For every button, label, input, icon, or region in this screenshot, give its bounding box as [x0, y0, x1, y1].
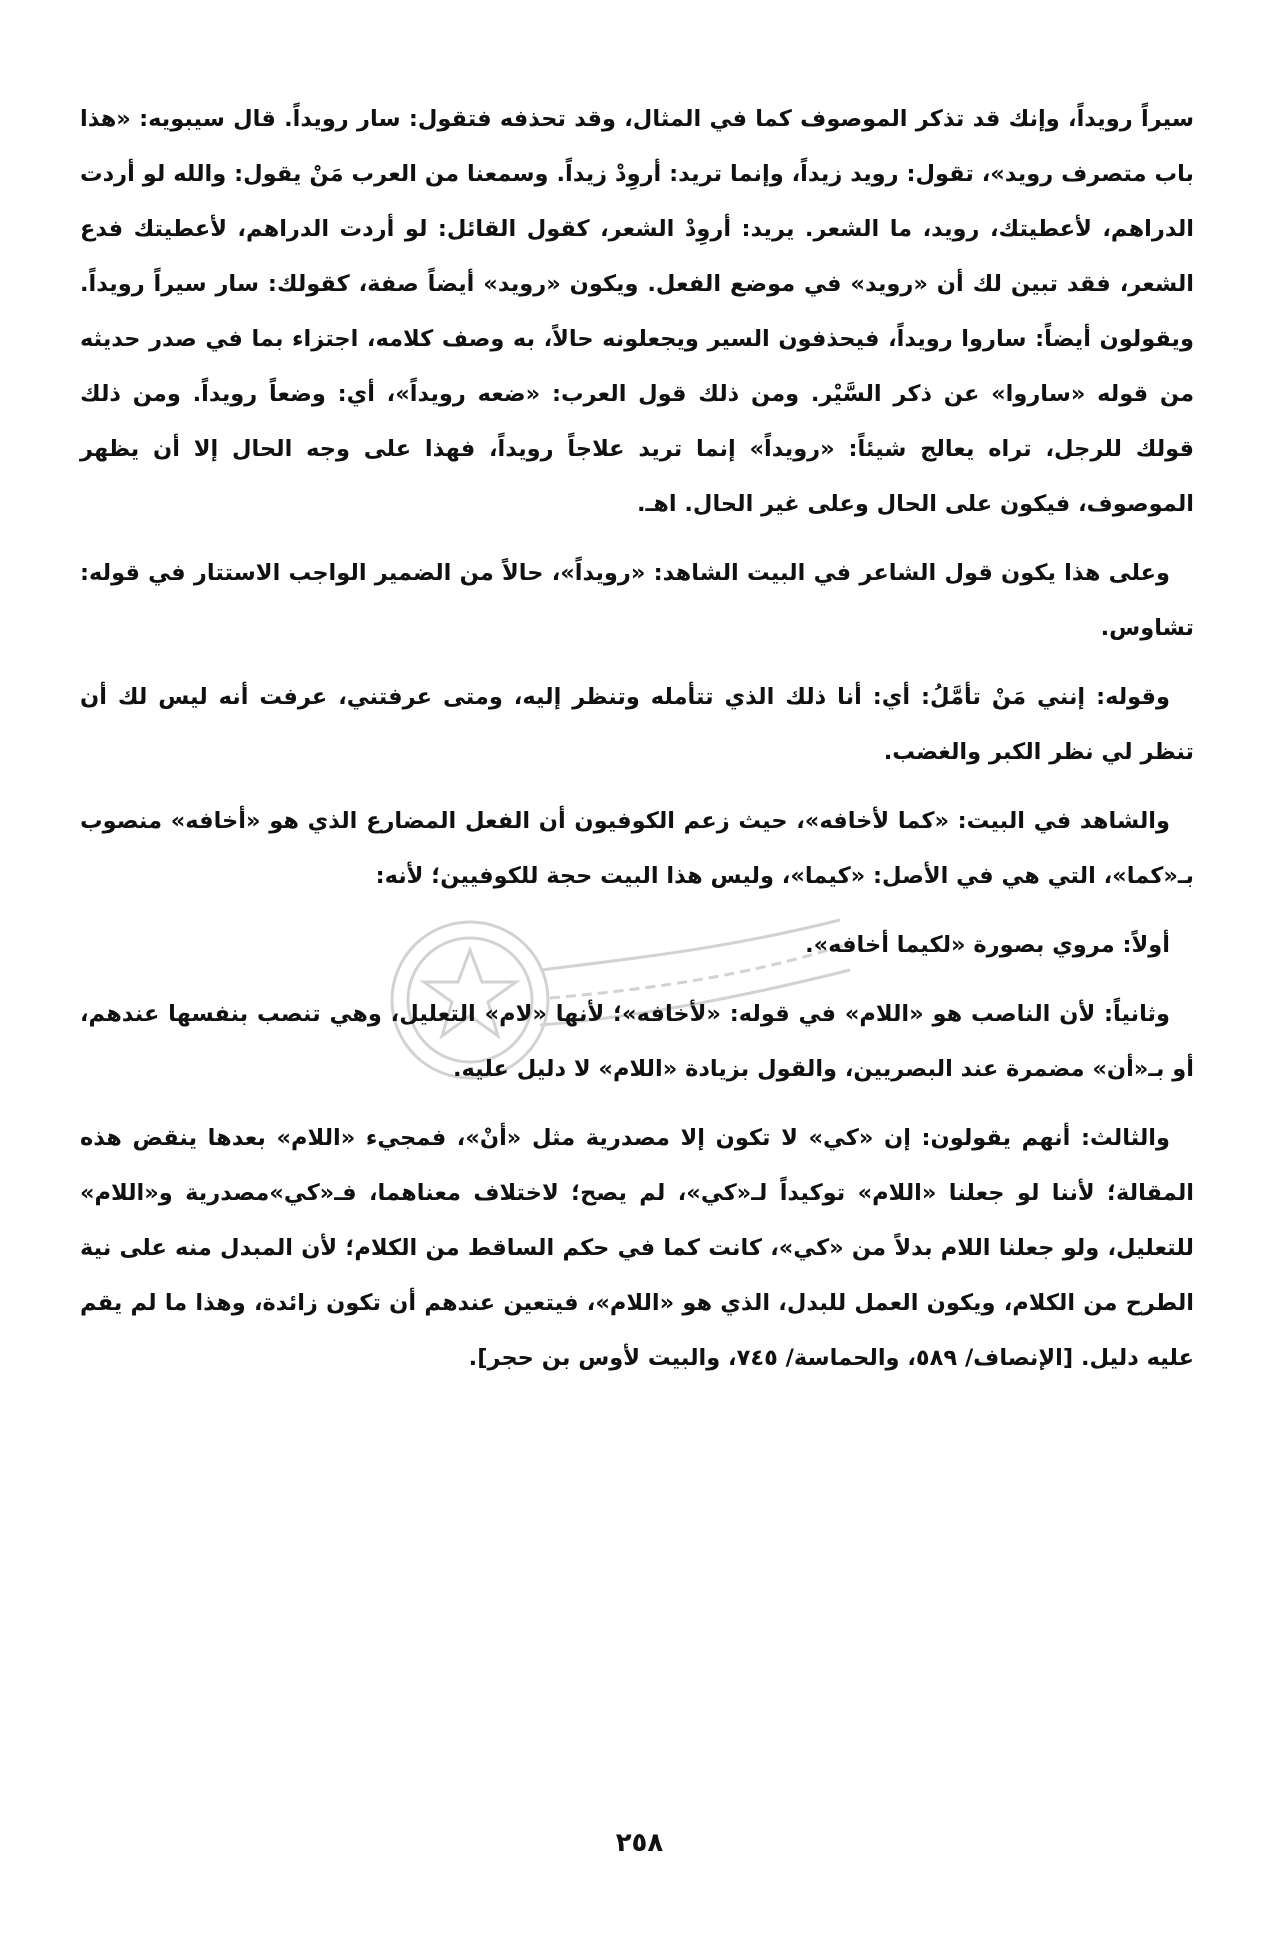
page-number: ٢٥٨	[615, 1828, 664, 1858]
paragraph-poet-witness: وعلى هذا يكون قول الشاعر في البيت الشاهد: «رويداً»، حالاً من الضمير الواجب الاستتار في قوله: تشاوس.	[80, 560, 1194, 641]
paragraph-first-point: أولاً: مروي بصورة «لكيما أخافه».	[805, 932, 1170, 958]
paragraph-second-point: وثانياً: لأن الناصب هو «اللام» في قوله: «لأخافه»؛ لأنها «لام» التعليل، وهي تنصب بنفسها عندهم، أو بـ«أن» مضمرة عند البصريين، والقول بزيادة «اللام» لا دليل عليه.	[80, 1001, 1194, 1082]
main-text-block	[80, 92, 1194, 1386]
paragraph-kufan-argument: والشاهد في البيت: «كما لأخافه»، حيث زعم الكوفيون أن الفعل المضارع الذي هو «أخافه» منصوب بـ«كما»، التي هي في الأصل: «كيما»، وليس هذا البيت حجة للكوفيين؛ لأنه:	[80, 808, 1194, 889]
paragraph-third-point: والثالث: أنهم يقولون: إن «كي» لا تكون إلا مصدرية مثل «أنْ»، فمجيء «اللام» بعدها ينقض هذه المقالة؛ لأننا لو جعلنا «اللام» توكيداً لـ«كي»، لم يصح؛ لاختلاف معناهما، فـ«كي»مصدرية و«اللام» للتعليل، ولو جعلنا اللام بدلاً من «كي»، كانت كما في حكم الساقط من الكلام؛ لأن المبدل منه على نية الطرح من الكلام، ويكون العمل للبدل، الذي هو «اللام»، فيتعين عندهم أن تكون زائدة، وهذا ما لم يقم عليه دليل. [الإنصاف/ ٥٨٩، والحماسة/ ٧٤٥، والبيت لأوس بن حجر].	[80, 1125, 1194, 1371]
paragraph-innani-man-taammal: وقوله: إنني مَنْ تأمَّلُ: أي: أنا ذلك الذي تتأمله وتنظر إليه، ومتى عرفتني، عرفت أنه ليس لك أن تنظر لي نظر الكبر والغضب.	[80, 684, 1194, 765]
paragraph-ruwaydan-sibawayh: سيراً رويداً، وإنك قد تذكر الموصوف كما في المثال، وقد تحذفه فتقول: سار رويداً. قال سيبويه: «هذا باب متصرف رويد»، تقول: رويد زيداً، وإنما تريد: أروِدْ زيداً. وسمعنا من العرب مَنْ يقول: والله لو أردت الدراهم، لأعطيتك، رويد، ما الشعر. يريد: أروِدْ الشعر، كقول القائل: لو أردت الدراهم، لأعطيتك فدع الشعر، فقد تبين لك أن «رويد» في موضع الفعل. ويكون «رويد» أيضاً صفة، كقولك: سار سيراً رويداً. ويقولون أيضاً: ساروا رويداً، فيحذفون السير ويجعلونه حالاً، به وصف كلامه، اجتزاء بما في صدر حديثه من قوله «ساروا» عن ذكر السَّيْر. ومن ذلك قول العرب: «ضعه رويداً»، أي: وضعاً رويداً. ومن ذلك قولك للرجل، تراه يعالج شيئاً: «رويداً» إنما تريد علاجاً رويداً، فهذا على وجه الحال إلا أن يظهر الموصوف، فيكون على الحال وعلى غير الحال. اهـ.	[80, 106, 1194, 517]
